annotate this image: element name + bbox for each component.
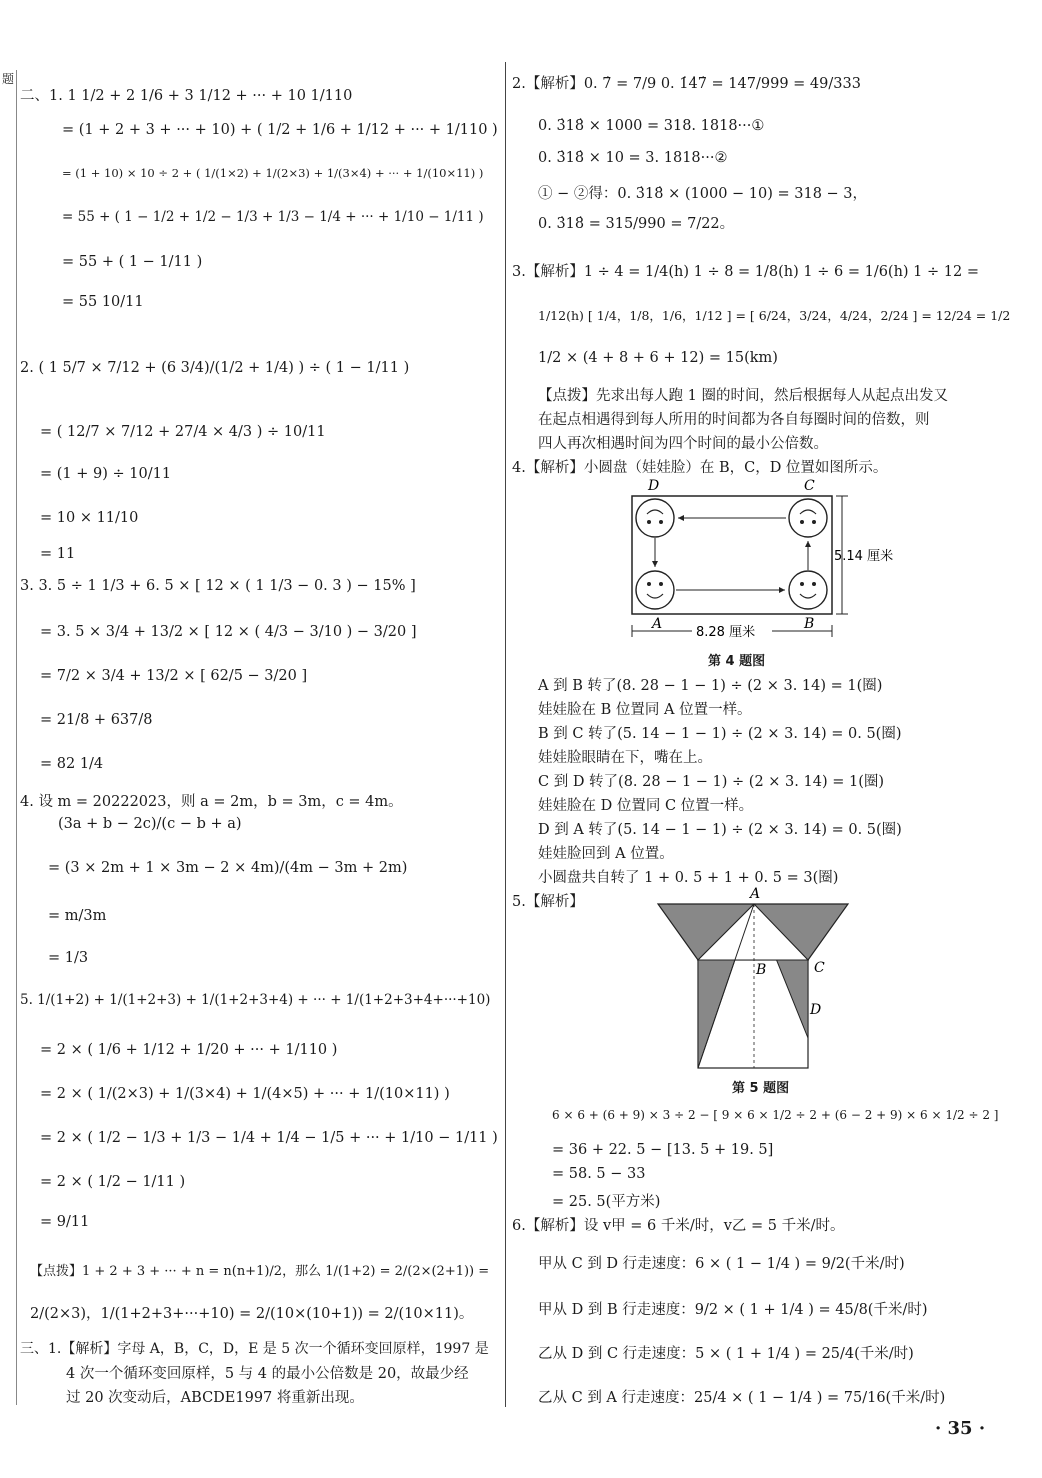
left-line-0: 二、1. 1 1/2 + 2 1/6 + 3 1/12 + ··· + 10 1/110 bbox=[20, 88, 353, 104]
left-line-29: 三、1.【解析】字母 A，B，C，D，E 是 5 次一个循环变回原样，1997 是 bbox=[20, 1341, 489, 1357]
smiley-d-icon bbox=[636, 499, 674, 537]
fig5-label-c: C bbox=[814, 960, 825, 976]
left-line-30: 4 次一个循环变回原样，5 与 4 的最小公倍数是 20，故最少经 bbox=[66, 1366, 469, 1382]
left-line-26: = 9/11 bbox=[40, 1214, 90, 1230]
right-line-6: 1/12(h) [ 1/4，1/8，1/6，1/12 ] = [ 6/24，3/24，4/24，2/24 ] = 12/24 = 1/2 bbox=[538, 308, 1011, 323]
right-line-25: = 25. 5(平方米) bbox=[552, 1194, 661, 1210]
right-line-7: 1/2 × (4 + 8 + 6 + 12) = 15(km) bbox=[538, 350, 778, 366]
figure-4 bbox=[620, 478, 920, 668]
left-line-1: = (1 + 2 + 3 + ··· + 10) + ( 1/2 + 1/6 + 1/12 + ··· + 1/110 ) bbox=[62, 122, 498, 138]
left-line-8: = (1 + 9) ÷ 10/11 bbox=[40, 466, 172, 482]
right-line-9: 在起点相遇得到每人所用的时间都为各自每圈时间的倍数，则 bbox=[538, 412, 930, 428]
right-line-11: 4.【解析】小圆盘（娃娃脸）在 B，C，D 位置如图所示。 bbox=[512, 460, 888, 476]
smiley-a-icon bbox=[636, 571, 674, 609]
left-line-28: 2/(2×3)，1/(1+2+3+···+10) = 2/(10×(10+1)) = 2/(10×11)。 bbox=[30, 1306, 474, 1322]
fig4-label-b: B bbox=[804, 616, 815, 632]
left-line-13: = 7/2 × 3/4 + 13/2 × [ 62/5 − 3/20 ] bbox=[40, 668, 308, 684]
smiley-b-icon bbox=[789, 571, 827, 609]
left-line-21: 5. 1/(1+2) + 1/(1+2+3) + 1/(1+2+3+4) + ··· + 1/(1+2+3+4+···+10) bbox=[20, 992, 491, 1008]
margin-glyph: 题 bbox=[2, 72, 15, 86]
left-line-7: = ( 12/7 × 7/12 + 27/4 × 4/3 ) ÷ 10/11 bbox=[40, 424, 326, 440]
left-line-2: = (1 + 10) × 10 ÷ 2 + ( 1/(1×2) + 1/(2×3) + 1/(3×4) + ··· + 1/(10×11) ) bbox=[62, 166, 484, 180]
right-line-12: A 到 B 转了(8. 28 − 1 − 1) ÷ (2 × 3. 14) = 1(圈) bbox=[538, 678, 883, 694]
left-line-22: = 2 × ( 1/6 + 1/12 + 1/20 + ··· + 1/110 ) bbox=[40, 1042, 338, 1058]
right-line-14: B 到 C 转了(5. 14 − 1 − 1) ÷ (2 × 3. 14) = 0. 5(圈) bbox=[538, 726, 902, 742]
right-line-4: 0. 3̇18̇ = 315/990 = 7/22。 bbox=[538, 216, 735, 232]
fig5-label-d: D bbox=[810, 1002, 822, 1018]
left-line-24: = 2 × ( 1/2 − 1/3 + 1/3 − 1/4 + 1/4 − 1/5 + ··· + 1/10 − 1/11 ) bbox=[40, 1130, 498, 1146]
right-line-27: 甲从 C 到 D 行走速度：6 × ( 1 − 1/4 ) = 9/2(千米/时) bbox=[538, 1256, 905, 1272]
right-line-16: C 到 D 转了(8. 28 − 1 − 1) ÷ (2 × 3. 14) = 1(圈) bbox=[538, 774, 885, 790]
left-line-5: = 55 10/11 bbox=[62, 294, 144, 310]
left-line-16: 4. 设 m = 20222023，则 a = 2m，b = 3m，c = 4m。 bbox=[20, 794, 403, 810]
left-line-6: 2. ( 1 5/7 × 7/12 + (6 3/4)/(1/2 + 1/4) ) ÷ ( 1 − 1/11 ) bbox=[20, 360, 410, 376]
left-line-25: = 2 × ( 1/2 − 1/11 ) bbox=[40, 1174, 186, 1190]
right-line-1: 0. 3̇18̇ × 1000 = 318. 1818···① bbox=[538, 118, 765, 134]
right-line-26: 6.【解析】设 v甲 = 6 千米/时，v乙 = 5 千米/时。 bbox=[512, 1218, 845, 1234]
right-line-0: 2.【解析】0. 7̇ = 7/9 0. 1̇4̇7̇ = 147/999 = 49/333 bbox=[512, 76, 861, 92]
right-line-22: 6 × 6 + (6 + 9) × 3 ÷ 2 − [ 9 × 6 × 1/2 ÷ 2 + (6 − 2 + 9) × 6 × 1/2 ÷ 2 ] bbox=[552, 1108, 999, 1122]
left-line-12: = 3. 5 × 3/4 + 13/2 × [ 12 × ( 4/3 − 3/10 ) − 3/20 ] bbox=[40, 624, 417, 640]
left-line-19: = m/3m bbox=[48, 908, 107, 924]
left-column bbox=[20, 62, 498, 1406]
fig4-label-d: D bbox=[648, 478, 660, 494]
left-line-27: 【点拨】1 + 2 + 3 + ··· + n = n(n+1)/2，那么 1/(1+2) = 2/(2×(2+1)) = bbox=[30, 1264, 490, 1279]
right-line-3: ① − ②得：0. 3̇18̇ × (1000 − 10) = 318 − 3， bbox=[538, 186, 868, 202]
left-line-18: = (3 × 2m + 1 × 3m − 2 × 4m)/(4m − 3m + 2m) bbox=[48, 860, 408, 876]
right-line-15: 娃娃脸眼睛在下，嘴在上。 bbox=[538, 750, 712, 766]
right-line-5: 3.【解析】1 ÷ 4 = 1/4(h) 1 ÷ 8 = 1/8(h) 1 ÷ 6 = 1/6(h) 1 ÷ 12 = bbox=[512, 264, 979, 280]
page-number: · 35 · bbox=[935, 1418, 986, 1439]
right-line-29: 乙从 D 到 C 行走速度：5 × ( 1 + 1/4 ) = 25/4(千米/时) bbox=[538, 1346, 914, 1362]
right-column bbox=[512, 62, 1012, 1406]
left-line-20: = 1/3 bbox=[48, 950, 89, 966]
right-line-19: 娃娃脸回到 A 位置。 bbox=[538, 846, 674, 862]
left-line-17: (3a + b − 2c)/(c − b + a) bbox=[58, 816, 242, 832]
fig4-width-label: 8.28 厘米 bbox=[696, 625, 756, 640]
left-line-4: = 55 + ( 1 − 1/11 ) bbox=[62, 254, 203, 270]
right-line-23: = 36 + 22. 5 − [13. 5 + 19. 5] bbox=[552, 1142, 774, 1158]
right-line-8: 【点拨】先求出每人跑 1 圈的时间，然后根据每人从起点出发又 bbox=[538, 388, 948, 404]
smiley-c-icon bbox=[789, 499, 827, 537]
right-line-24: = 58. 5 − 33 bbox=[552, 1166, 646, 1182]
left-margin-rule bbox=[16, 70, 17, 1405]
left-line-9: = 10 × 11/10 bbox=[40, 510, 139, 526]
right-line-20: 小圆盘共自转了 1 + 0. 5 + 1 + 0. 5 = 3(圈) bbox=[538, 870, 839, 886]
right-line-2: 0. 3̇18̇ × 10 = 3. 1818···② bbox=[538, 150, 728, 166]
right-line-30: 乙从 C 到 A 行走速度：25/4 × ( 1 − 1/4 ) = 75/16(千米/时) bbox=[538, 1390, 946, 1406]
right-line-17: 娃娃脸在 D 位置同 C 位置一样。 bbox=[538, 798, 754, 814]
left-line-31: 过 20 次变动后，ABCDE1997 将重新出现。 bbox=[66, 1390, 364, 1406]
left-line-3: = 55 + ( 1 − 1/2 + 1/2 − 1/3 + 1/3 − 1/4 + ··· + 1/10 − 1/11 ) bbox=[62, 209, 484, 225]
left-line-14: = 21/8 + 637/8 bbox=[40, 712, 153, 728]
figure-5 bbox=[650, 884, 860, 1074]
fig4-label-a: A bbox=[652, 616, 663, 632]
right-line-28: 甲从 D 到 B 行走速度：9/2 × ( 1 + 1/4 ) = 45/8(千米/时) bbox=[538, 1302, 928, 1318]
column-divider bbox=[505, 62, 506, 1407]
fig4-height-label: 5.14 厘米 bbox=[834, 549, 894, 564]
left-line-15: = 82 1/4 bbox=[40, 756, 104, 772]
fig4-caption: 第 4 题图 bbox=[708, 654, 766, 669]
right-line-18: D 到 A 转了(5. 14 − 1 − 1) ÷ (2 × 3. 14) = 0. 5(圈) bbox=[538, 822, 902, 838]
left-line-23: = 2 × ( 1/(2×3) + 1/(3×4) + 1/(4×5) + ··· + 1/(10×11) ) bbox=[40, 1086, 450, 1102]
right-line-21: 5.【解析】 bbox=[512, 894, 584, 910]
right-line-13: 娃娃脸在 B 位置同 A 位置一样。 bbox=[538, 702, 752, 718]
fig5-label-b: B bbox=[756, 962, 767, 978]
left-line-11: 3. 3. 5 ÷ 1 1/3 + 6. 5 × [ 12 × ( 1 1/3 − 0. 3 ) − 15% ] bbox=[20, 578, 416, 594]
left-line-10: = 11 bbox=[40, 546, 76, 562]
right-line-10: 四人再次相遇时间为四个时间的最小公倍数。 bbox=[538, 436, 828, 452]
fig5-caption: 第 5 题图 bbox=[732, 1081, 790, 1096]
fig5-label-a: A bbox=[750, 886, 761, 902]
fig4-label-c: C bbox=[804, 478, 815, 494]
